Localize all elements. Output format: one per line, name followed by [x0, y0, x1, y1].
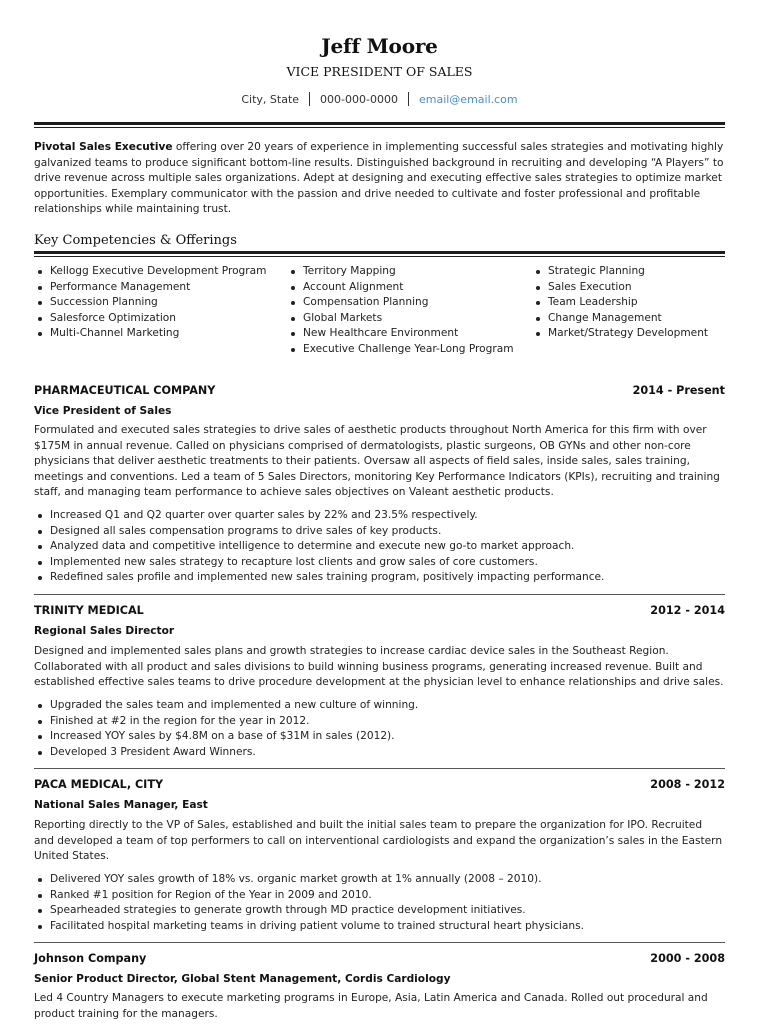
- job-company: TRINITY MEDICAL: [34, 604, 144, 617]
- list-item: Delivered YOY sales growth of 18% vs. organic market growth at 1% annually (2008 – 2010).: [34, 872, 725, 888]
- job-dates: 2008 - 2012: [650, 778, 725, 791]
- summary-lead: Pivotal Sales Executive: [34, 141, 173, 153]
- list-item: Upgraded the sales team and implemented a new culture of winning.: [34, 698, 725, 714]
- list-item: Redefined sales profile and implemented new sales training program, positively impacting performance.: [34, 570, 725, 586]
- list-item: Strategic Planning: [532, 264, 708, 280]
- job-description: Designed and implemented sales plans and growth strategies to increase cardiac device sales in the Southeast Region. Collaborated with all product and sales divisions to build winning business programs, generating increased revenue. Built and established effective sales teams to drive procedure development at the physician level to enhance relationships and drive sales.: [34, 645, 724, 689]
- list-item: Ranked #1 position for Region of the Year in 2009 and 2010.: [34, 888, 725, 904]
- job-description: Formulated and executed sales strategies to drive sales of aesthetic products throughout North America for this firm with over $175M in annual revenue. Called on physicians comprised of dermatologists, plastic surgeons, OB GYNs and other non-core physicians that deliver aesthetic treatments to their patients. Oversaw all aspects of field sales, inside sales, sales training, meetings and conventions. Led a team of 5 Sales Directors, monitoring Key Performance Indicators (KPIs), recruiting and training staff, and managing team performance to achieve sales objectives on Valeant aesthetic products.: [34, 424, 720, 499]
- job-role: Regional Sales Director: [34, 625, 175, 637]
- job-description: Led 4 Country Managers to execute marketing programs in Europe, Asia, Latin America and Canada. Rolled out procedural and product training for the managers.: [34, 992, 708, 1020]
- list-item: Executive Challenge Year-Long Program: [287, 342, 514, 358]
- competencies-heading: Key Competencies & Offerings: [34, 233, 237, 248]
- list-item: Increased YOY sales by $4.8M on a base of $31M in sales (2012).: [34, 729, 725, 745]
- list-item: New Healthcare Environment: [287, 326, 514, 342]
- job-bullets: [34, 872, 725, 934]
- job-dates: 2000 - 2008: [650, 952, 725, 965]
- list-item: Developed 3 President Award Winners.: [34, 745, 725, 761]
- job-role: Vice President of Sales: [34, 405, 172, 417]
- contact-line: [34, 92, 725, 106]
- candidate-title: VICE PRESIDENT OF SALES: [286, 64, 473, 79]
- list-item: Kellogg Executive Development Program: [34, 264, 266, 280]
- list-item: Compensation Planning: [287, 295, 514, 311]
- contact-location: City, State: [241, 93, 300, 106]
- competencies-column-1: [34, 264, 266, 342]
- job-divider: [34, 942, 725, 943]
- list-item: Analyzed data and competitive intelligence to determine and execute new go-to market approach.: [34, 539, 725, 555]
- list-item: Facilitated hospital marketing teams in driving patient volume to trained structural heart physicians.: [34, 919, 725, 935]
- contact-divider: [309, 92, 310, 106]
- list-item: Team Leadership: [532, 295, 708, 311]
- list-item: Increased Q1 and Q2 quarter over quarter sales by 22% and 23.5% respectively.: [34, 508, 725, 524]
- list-item: Finished at #2 in the region for the year in 2012.: [34, 714, 725, 730]
- competencies-column-3: [532, 264, 708, 342]
- header-rule-thick: [34, 122, 725, 125]
- competencies-column-2: [287, 264, 514, 358]
- summary-text: offering over 20 years of experience in implementing successful sales strategies and motivating highly galvanized teams to produce significant bottom-line results. Distinguished background in recruiting and developing “A Players” to drive revenue across multiple sales organizations. Adept at designing and executing effective sales strategies to optimize market opportunities. Exemplary communicator with the passion and drive needed to cultivate and foster professional and profitable relationships while maintaining trust.: [34, 141, 724, 216]
- job-bullets: [34, 508, 725, 586]
- list-item: Global Markets: [287, 311, 514, 327]
- job-bullets: [34, 698, 725, 760]
- job-dates: 2012 - 2014: [650, 604, 725, 617]
- candidate-name: Jeff Moore: [321, 34, 438, 58]
- job-role: National Sales Manager, East: [34, 799, 208, 811]
- summary-paragraph: [34, 140, 725, 218]
- competencies-rule-thin: [34, 256, 725, 257]
- list-item: Spearheaded strategies to generate growth through MD practice development initiatives.: [34, 903, 725, 919]
- list-item: Account Alignment: [287, 280, 514, 296]
- competencies-rule-thick: [34, 251, 725, 254]
- list-item: Sales Execution: [532, 280, 708, 296]
- list-item: Performance Management: [34, 280, 266, 296]
- job-company: PACA MEDICAL, CITY: [34, 778, 164, 791]
- contact-email-link[interactable]: email@email.com: [418, 93, 518, 106]
- job-dates: 2014 - Present: [632, 384, 725, 397]
- contact-divider: [408, 92, 409, 106]
- list-item: Multi-Channel Marketing: [34, 326, 266, 342]
- job-description: Reporting directly to the VP of Sales, established and built the initial sales team to prepare the organization for IPO. Recruited and developed a team of top performers to call on interventional cardiologists and expand the organization’s sales in the Eastern United States.: [34, 819, 723, 863]
- list-item: Change Management: [532, 311, 708, 327]
- list-item: Salesforce Optimization: [34, 311, 266, 327]
- contact-phone: 000-000-0000: [320, 93, 398, 106]
- list-item: Implemented new sales strategy to recapture lost clients and grow sales of core customers.: [34, 555, 725, 571]
- list-item: Market/Strategy Development: [532, 326, 708, 342]
- list-item: Designed all sales compensation programs to drive sales of key products.: [34, 524, 725, 540]
- job-divider: [34, 768, 725, 769]
- job-company: Johnson Company: [34, 952, 147, 965]
- header-rule-thin: [34, 127, 725, 128]
- list-item: Succession Planning: [34, 295, 266, 311]
- job-divider: [34, 594, 725, 595]
- job-company: PHARMACEUTICAL COMPANY: [34, 384, 216, 397]
- list-item: Territory Mapping: [287, 264, 514, 280]
- job-role: Senior Product Director, Global Stent Management, Cordis Cardiology: [34, 973, 451, 985]
